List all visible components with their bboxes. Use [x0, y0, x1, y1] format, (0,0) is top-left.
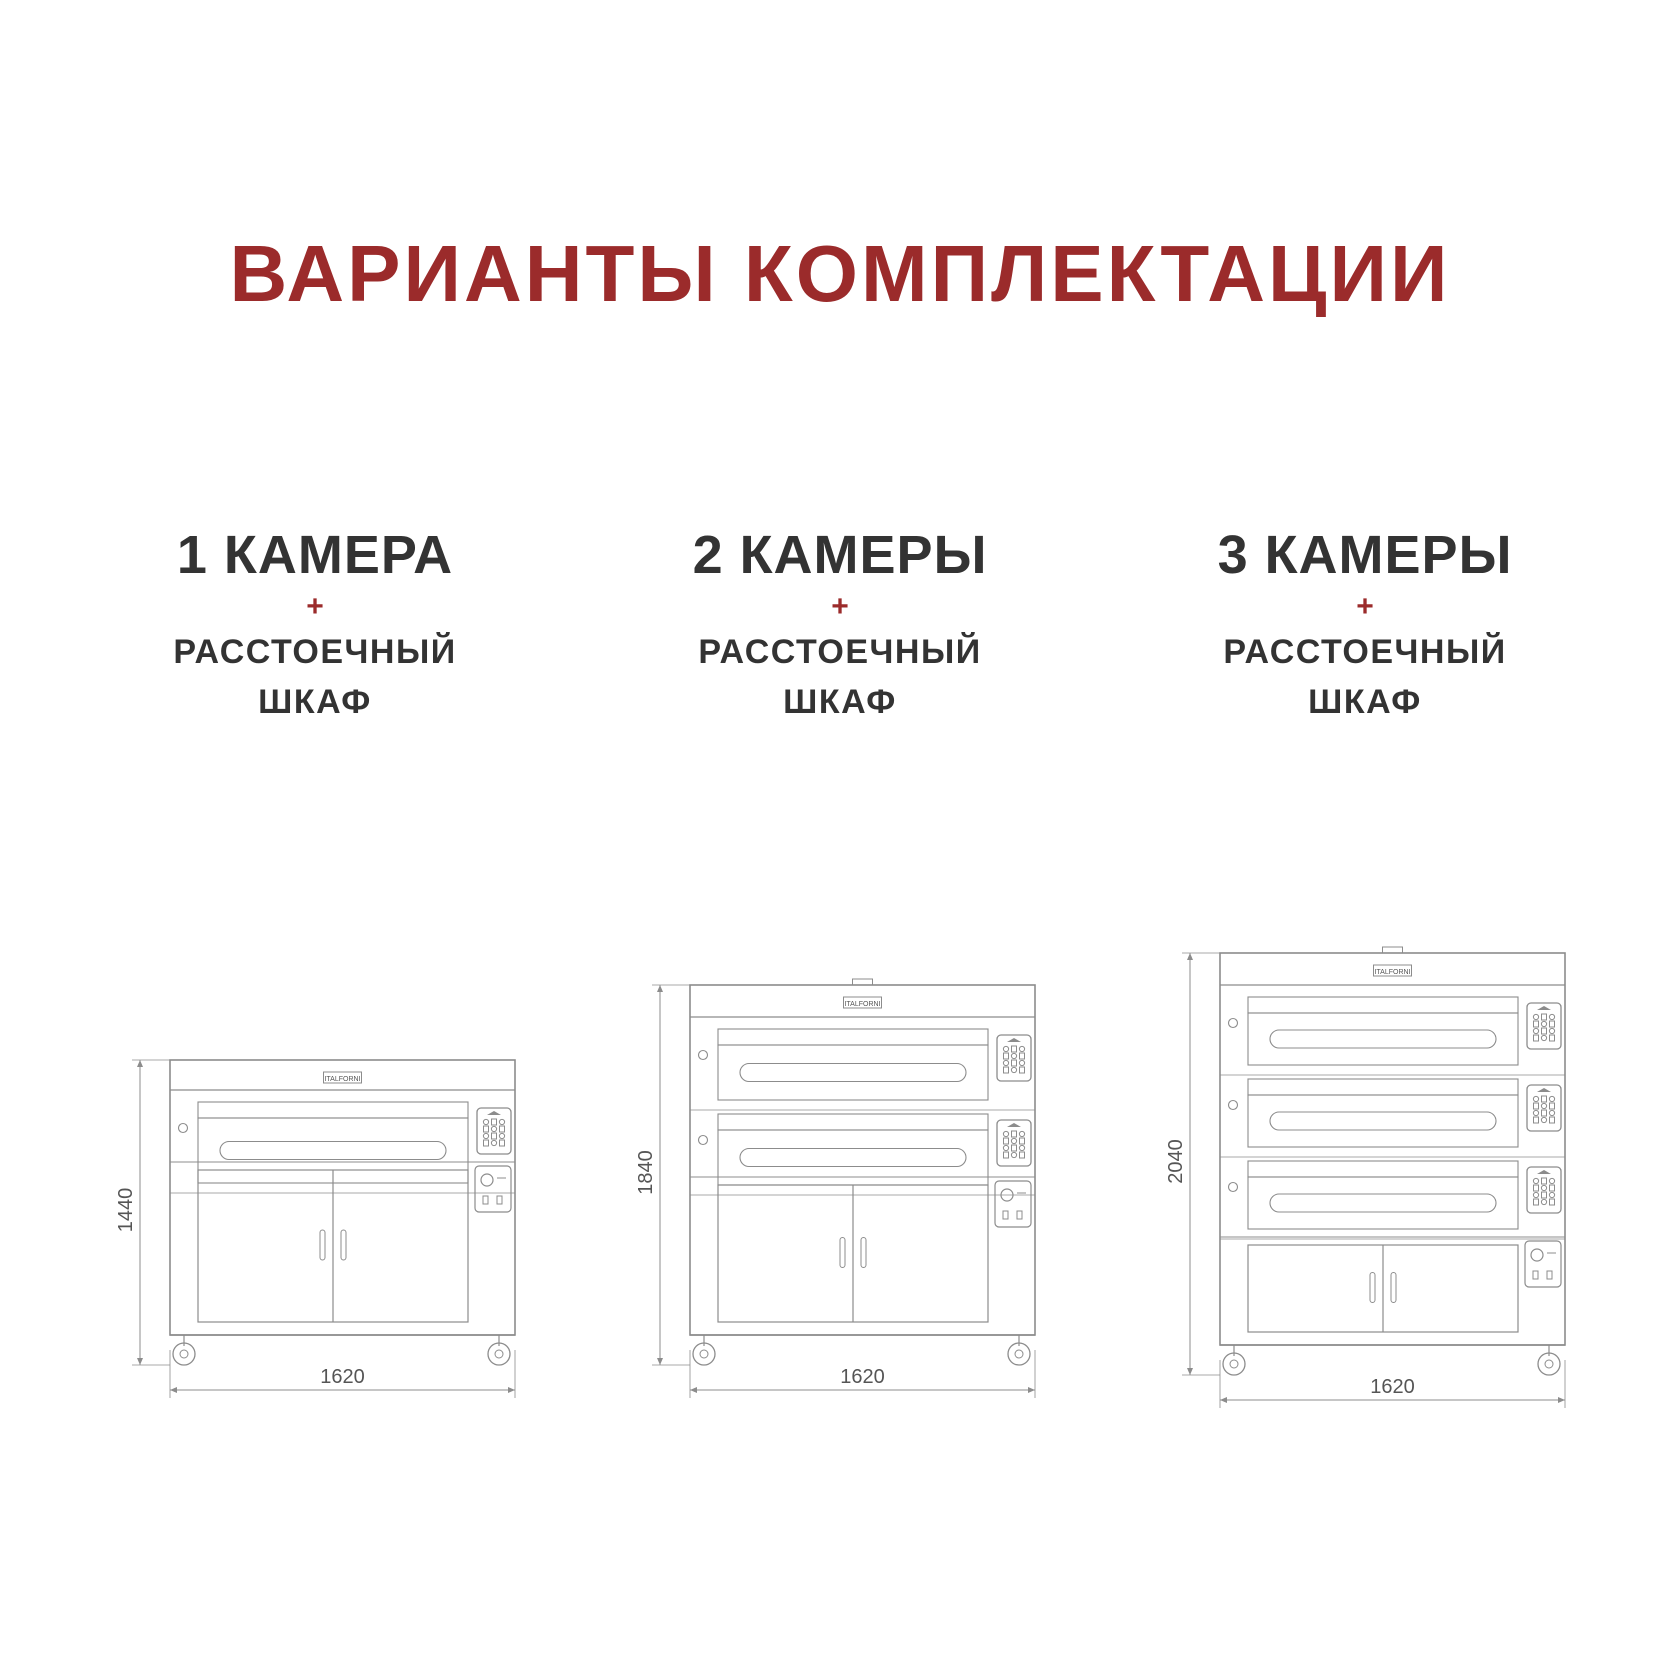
- switch-icon: [1004, 1138, 1009, 1144]
- oven-frame: [170, 1060, 515, 1335]
- dimension-arrow: [1187, 1368, 1193, 1375]
- variant-subtitle-line1: РАССТОЕЧНЫЙ: [173, 633, 457, 671]
- switch-icon: [1542, 1014, 1547, 1020]
- knob-icon: [1541, 1035, 1546, 1040]
- switch-icon: [1017, 1211, 1022, 1219]
- oven-window: [1270, 1030, 1496, 1048]
- switch-icon: [1020, 1152, 1025, 1158]
- oven-drawing-3: [1165, 947, 1565, 1408]
- switch-icon: [492, 1133, 497, 1139]
- switch-icon: [1542, 1096, 1547, 1102]
- wheel-hub-icon: [495, 1350, 503, 1358]
- dimension-arrow: [690, 1387, 697, 1393]
- wheel-hub-icon: [1015, 1350, 1023, 1358]
- dimension-arrow: [508, 1387, 515, 1393]
- knob-icon: [1003, 1145, 1008, 1150]
- variant-heading: 1 КАМЕРА: [176, 525, 454, 585]
- chamber-lintel: [1248, 1161, 1518, 1177]
- switch-icon: [1012, 1046, 1017, 1052]
- wheel-icon: [173, 1343, 195, 1365]
- oven-window: [740, 1064, 966, 1082]
- variant-subtitle-line2: ШКАФ: [783, 683, 897, 721]
- plus-sign: +: [306, 590, 324, 623]
- knob-icon: [1533, 1014, 1538, 1019]
- switch-icon: [1550, 1035, 1555, 1041]
- knob-icon: [1011, 1138, 1016, 1143]
- knob-icon: [1549, 1110, 1554, 1115]
- steam-valve-icon: [1229, 1183, 1238, 1192]
- brand-logo: ITALFORNI: [324, 1076, 361, 1083]
- knob-icon: [1549, 1014, 1554, 1019]
- dial-icon: [1531, 1249, 1543, 1261]
- knob-icon: [1003, 1046, 1008, 1051]
- switch-icon: [1012, 1145, 1017, 1151]
- oven-frame: [690, 985, 1035, 1335]
- knob-icon: [1541, 1021, 1546, 1026]
- switch-icon: [1550, 1021, 1555, 1027]
- door-handle: [1391, 1273, 1396, 1303]
- knob-icon: [1019, 1060, 1024, 1065]
- plus-sign: +: [831, 590, 849, 623]
- switch-icon: [500, 1140, 505, 1146]
- switch-icon: [1012, 1060, 1017, 1066]
- knob-icon: [1549, 1096, 1554, 1101]
- dimension-arrow: [137, 1358, 143, 1365]
- proofer-control-panel: [1525, 1241, 1561, 1287]
- dimension-arrow: [1187, 953, 1193, 960]
- switch-icon: [1542, 1028, 1547, 1034]
- wheel-hub-icon: [180, 1350, 188, 1358]
- oven-drawing-1: [115, 1060, 515, 1398]
- switch-icon: [1550, 1185, 1555, 1191]
- switch-icon: [1534, 1103, 1539, 1109]
- switch-icon: [1550, 1117, 1555, 1123]
- chamber-door: [718, 1045, 988, 1100]
- chamber-lintel: [718, 1029, 988, 1045]
- knob-icon: [1011, 1053, 1016, 1058]
- switch-icon: [484, 1140, 489, 1146]
- knob-icon: [1011, 1067, 1016, 1072]
- plus-sign: +: [1356, 590, 1374, 623]
- door-handle: [840, 1238, 845, 1268]
- switch-icon: [1550, 1103, 1555, 1109]
- page-title: ВАРИАНТЫ КОМПЛЕКТАЦИИ: [229, 229, 1451, 318]
- switch-icon: [1003, 1211, 1008, 1219]
- knob-icon: [1533, 1110, 1538, 1115]
- proofer-control-panel: [475, 1166, 511, 1212]
- switch-icon: [1542, 1192, 1547, 1198]
- oven-window: [1270, 1194, 1496, 1212]
- width-label: 1620: [1370, 1376, 1415, 1398]
- switch-icon: [1004, 1067, 1009, 1073]
- switch-icon: [497, 1196, 502, 1204]
- switch-icon: [1004, 1152, 1009, 1158]
- switch-icon: [1534, 1185, 1539, 1191]
- knob-icon: [1003, 1060, 1008, 1065]
- wheel-hub-icon: [1230, 1360, 1238, 1368]
- variant-subtitle-line2: ШКАФ: [258, 683, 372, 721]
- switch-icon: [1550, 1199, 1555, 1205]
- knob-icon: [1019, 1145, 1024, 1150]
- wheel-icon: [1538, 1353, 1560, 1375]
- switch-icon: [484, 1126, 489, 1132]
- switch-icon: [1542, 1110, 1547, 1116]
- knob-icon: [1019, 1046, 1024, 1051]
- knob-icon: [499, 1133, 504, 1138]
- knob-icon: [1541, 1199, 1546, 1204]
- switch-icon: [1542, 1178, 1547, 1184]
- dimension-arrow: [1220, 1397, 1227, 1403]
- height-label: 1840: [635, 1150, 657, 1195]
- door-handle: [1370, 1273, 1375, 1303]
- brand-logo: ITALFORNI: [844, 1001, 881, 1008]
- oven-frame: [1220, 953, 1565, 1345]
- wheel-hub-icon: [1545, 1360, 1553, 1368]
- switch-icon: [1012, 1131, 1017, 1137]
- switch-icon: [500, 1126, 505, 1132]
- knob-icon: [1533, 1178, 1538, 1183]
- dimension-arrow: [1558, 1397, 1565, 1403]
- wheel-icon: [693, 1343, 715, 1365]
- knob-icon: [1533, 1028, 1538, 1033]
- height-label: 2040: [1165, 1139, 1187, 1184]
- height-label: 1440: [115, 1187, 137, 1233]
- chamber-door: [1248, 1095, 1518, 1147]
- knob-icon: [483, 1119, 488, 1124]
- knob-icon: [1019, 1131, 1024, 1136]
- proofer-control-panel: [995, 1181, 1031, 1227]
- switch-icon: [1534, 1035, 1539, 1041]
- knob-icon: [499, 1119, 504, 1124]
- flame-icon: [1537, 1088, 1551, 1092]
- steam-valve-icon: [1229, 1019, 1238, 1028]
- flame-icon: [1537, 1006, 1551, 1010]
- knob-icon: [491, 1126, 496, 1131]
- dial-icon: [481, 1174, 493, 1186]
- chamber-door: [1248, 1177, 1518, 1229]
- knob-icon: [1541, 1117, 1546, 1122]
- switch-icon: [492, 1119, 497, 1125]
- switch-icon: [1547, 1271, 1552, 1279]
- switch-icon: [1533, 1271, 1538, 1279]
- flame-icon: [1007, 1123, 1021, 1127]
- switch-icon: [1534, 1117, 1539, 1123]
- switch-icon: [1534, 1021, 1539, 1027]
- knob-icon: [1549, 1192, 1554, 1197]
- variant-subtitle-line2: ШКАФ: [1308, 683, 1422, 721]
- dimension-arrow: [1028, 1387, 1035, 1393]
- switch-icon: [1020, 1053, 1025, 1059]
- wheel-icon: [488, 1343, 510, 1365]
- flame-icon: [487, 1111, 501, 1115]
- knob-icon: [1549, 1028, 1554, 1033]
- oven-drawing-2: [635, 979, 1035, 1398]
- door-handle: [861, 1238, 866, 1268]
- chamber-lintel: [1248, 1079, 1518, 1095]
- chimney: [853, 979, 873, 985]
- dimension-arrow: [137, 1060, 143, 1067]
- dimension-arrow: [657, 1358, 663, 1365]
- steam-valve-icon: [699, 1136, 708, 1145]
- chamber-lintel: [718, 1114, 988, 1130]
- variant-subtitle-line1: РАССТОЕЧНЫЙ: [698, 633, 982, 671]
- switch-icon: [1020, 1067, 1025, 1073]
- door-handle: [320, 1230, 325, 1260]
- brand-logo: ITALFORNI: [1374, 969, 1411, 976]
- steam-valve-icon: [1229, 1101, 1238, 1110]
- switch-icon: [483, 1196, 488, 1204]
- oven-window: [740, 1149, 966, 1167]
- chimney: [1383, 947, 1403, 953]
- flame-icon: [1537, 1170, 1551, 1174]
- width-label: 1620: [840, 1366, 885, 1388]
- steam-valve-icon: [179, 1124, 188, 1133]
- wheel-icon: [1223, 1353, 1245, 1375]
- knob-icon: [1011, 1152, 1016, 1157]
- dimension-arrow: [657, 985, 663, 992]
- steam-valve-icon: [699, 1051, 708, 1060]
- wheel-icon: [1008, 1343, 1030, 1365]
- chamber-lintel: [198, 1102, 468, 1118]
- variant-heading: 2 КАМЕРЫ: [692, 525, 988, 585]
- oven-window: [220, 1142, 446, 1160]
- knob-icon: [1541, 1185, 1546, 1190]
- wheel-hub-icon: [700, 1350, 708, 1358]
- switch-icon: [1534, 1199, 1539, 1205]
- chamber-door: [1248, 1013, 1518, 1065]
- dimension-arrow: [170, 1387, 177, 1393]
- knob-icon: [1549, 1178, 1554, 1183]
- flame-icon: [1007, 1038, 1021, 1042]
- switch-icon: [1004, 1053, 1009, 1059]
- switch-icon: [1020, 1138, 1025, 1144]
- door-handle: [341, 1230, 346, 1260]
- knob-icon: [491, 1140, 496, 1145]
- knob-icon: [1533, 1096, 1538, 1101]
- knob-icon: [1541, 1103, 1546, 1108]
- width-label: 1620: [320, 1366, 365, 1388]
- knob-icon: [1003, 1131, 1008, 1136]
- knob-icon: [1533, 1192, 1538, 1197]
- oven-window: [1270, 1112, 1496, 1130]
- knob-icon: [483, 1133, 488, 1138]
- variant-heading: 3 КАМЕРЫ: [1217, 525, 1513, 585]
- variant-subtitle-line1: РАССТОЕЧНЫЙ: [1223, 633, 1507, 671]
- chamber-lintel: [1248, 997, 1518, 1013]
